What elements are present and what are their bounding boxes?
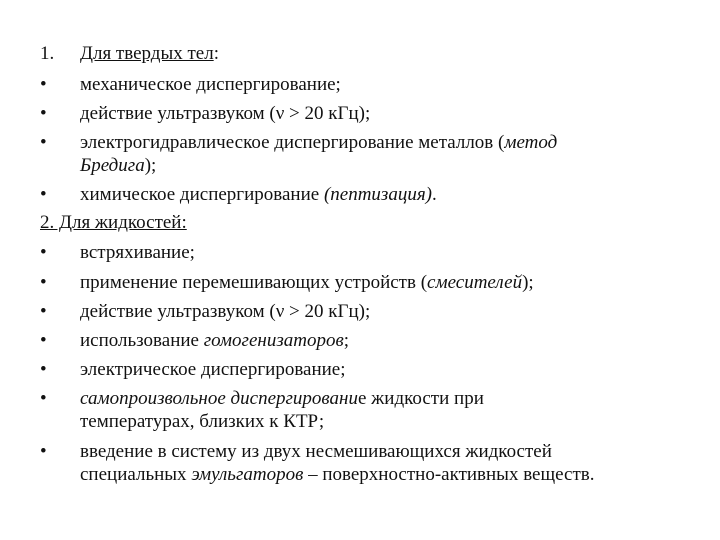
bullet-icon: •: [40, 132, 47, 153]
bullet-icon: •: [40, 103, 47, 124]
bullet-icon: •: [40, 184, 47, 205]
list-item-text: электрическое диспергирование;: [80, 359, 346, 380]
bullet-icon: •: [40, 441, 47, 462]
list-item-text: специальных эмульгаторов – поверхностно-активных веществ.: [80, 464, 595, 485]
list-item-text: использование гомогенизаторов;: [80, 330, 349, 351]
bullet-icon: •: [40, 359, 47, 380]
section1-number: 1.: [40, 43, 55, 64]
bullet-icon: •: [40, 272, 47, 293]
list-item-text: встряхивание;: [80, 242, 195, 263]
list-item-text: механическое диспергирование;: [80, 74, 341, 95]
list-item-text: применение перемешивающих устройств (смесителей);: [80, 272, 534, 293]
list-item-text: введение в систему из двух несмешивающихся жидкостей: [80, 441, 552, 462]
list-item-text: температурах, близких к КТР;: [80, 411, 325, 432]
bullet-icon: •: [40, 330, 47, 351]
list-item-text: действие ультразвуком (ν > 20 кГц);: [80, 103, 371, 124]
bullet-icon: •: [40, 242, 47, 263]
bullet-icon: •: [40, 388, 47, 409]
list-item-text: действие ультразвуком (ν > 20 кГц);: [80, 301, 371, 322]
bullet-icon: •: [40, 301, 47, 322]
list-item-text: самопроизвольное диспергирование жидкости при: [80, 388, 484, 409]
list-item-text: химическое диспергирование (пептизация).: [80, 184, 437, 205]
section2-heading: 2. Для жидкостей:: [40, 212, 187, 233]
list-item-text: электрогидравлическое диспергирование металлов (метод: [80, 132, 558, 153]
bullet-icon: •: [40, 74, 47, 95]
section1-heading: Для твердых тел:: [80, 43, 219, 64]
list-item-text: Бредига);: [80, 155, 157, 176]
